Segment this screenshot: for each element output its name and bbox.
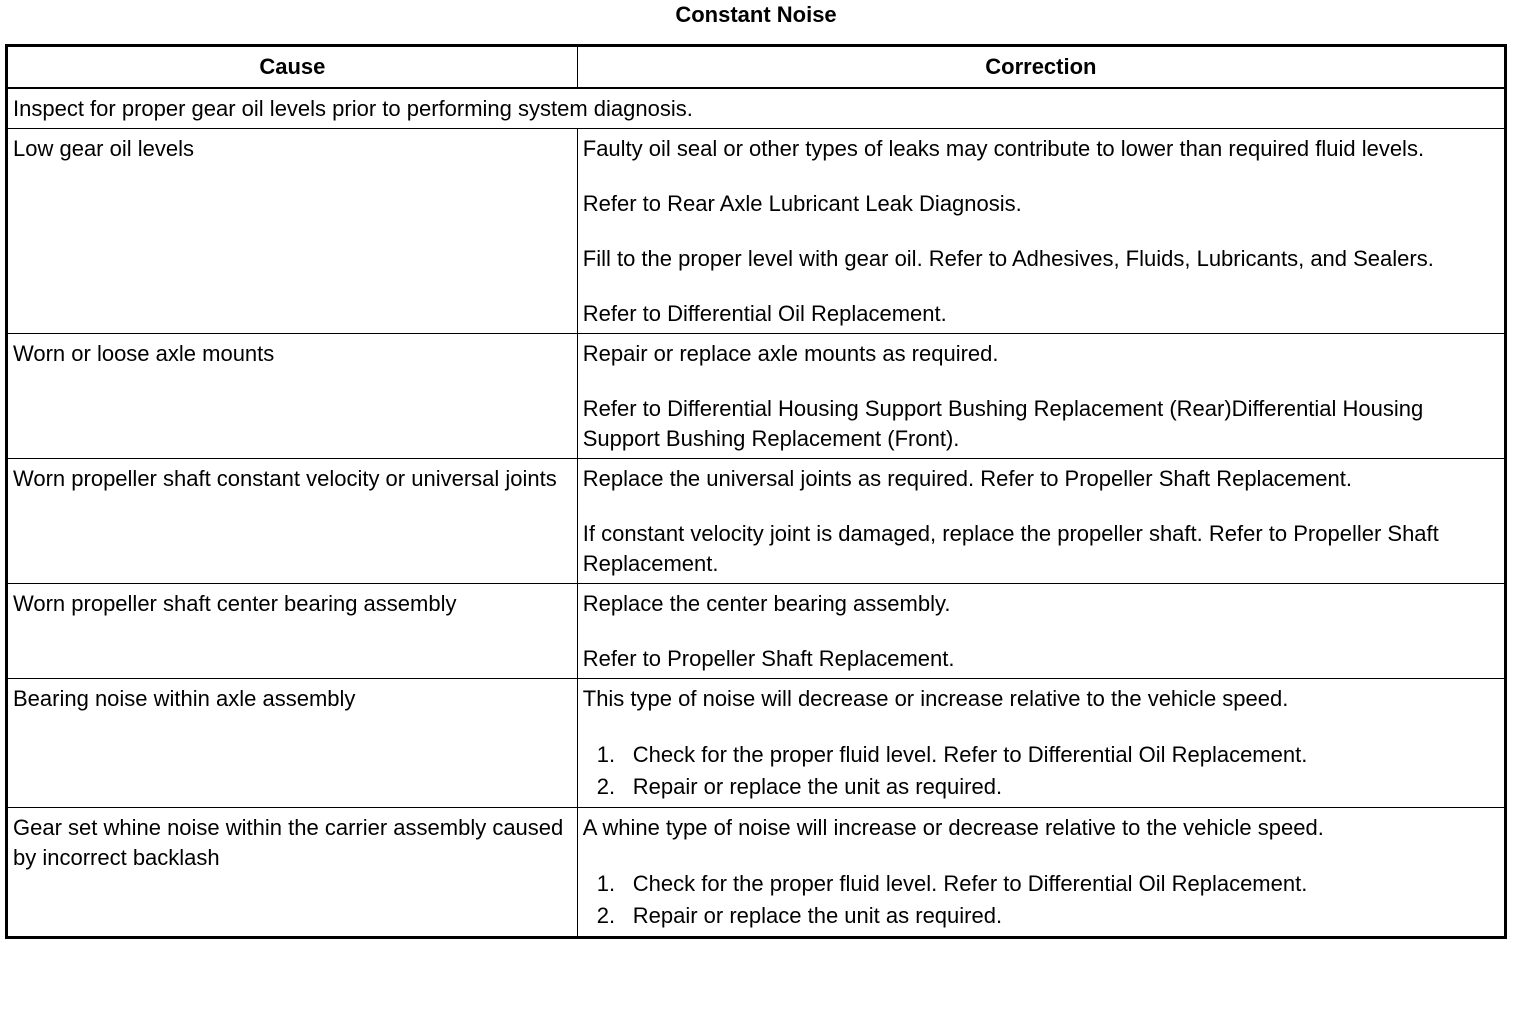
correction-paragraph: Refer to Differential Housing Support Bushing Replacement (Rear)Differential Housing Support Bushing Replacement (Front).	[582, 396, 1424, 451]
cause-cell: Worn or loose axle mounts	[7, 334, 578, 459]
page-title: Constant Noise	[675, 2, 837, 27]
correction-paragraph: Fill to the proper level with gear oil. Refer to Adhesives, Fluids, Lubricants, and Sealers.	[582, 246, 1434, 271]
correction-paragraph: Refer to Rear Axle Lubricant Leak Diagnosis.	[582, 191, 1022, 216]
correction-steps	[583, 868, 1499, 932]
correction-paragraph: Replace the center bearing assembly.	[582, 591, 951, 616]
table-row	[7, 679, 1506, 808]
correction-paragraph: Refer to Differential Oil Replacement.	[582, 301, 947, 326]
correction-cell	[577, 679, 1505, 808]
header-correction: Correction	[577, 46, 1505, 89]
correction-paragraph: If constant velocity joint is damaged, replace the propeller shaft. Refer to Propeller Shaft Replacement.	[582, 521, 1439, 576]
correction-cell	[577, 334, 1505, 459]
step-item: Repair or replace the unit as required.	[632, 774, 1003, 799]
cause-cell: Low gear oil levels	[7, 129, 578, 334]
correction-paragraph: Repair or replace axle mounts as required.	[582, 341, 999, 366]
step-item: Repair or replace the unit as required.	[632, 903, 1003, 928]
header-row	[7, 46, 1506, 89]
correction-steps	[583, 739, 1499, 803]
correction-cell	[577, 808, 1505, 938]
cause-cell: Bearing noise within axle assembly	[7, 679, 578, 808]
table-row	[7, 129, 1506, 334]
cause-cell: Worn propeller shaft center bearing assembly	[7, 584, 578, 679]
cause-cell: Worn propeller shaft constant velocity or universal joints	[7, 459, 578, 584]
correction-paragraph: Refer to Propeller Shaft Replacement.	[582, 646, 955, 671]
correction-cell	[577, 584, 1505, 679]
correction-paragraph: Replace the universal joints as required. Refer to Propeller Shaft Replacement.	[582, 466, 1352, 491]
diagnosis-table	[5, 44, 1507, 939]
inspection-note: Inspect for proper gear oil levels prior to performing system diagnosis.	[7, 88, 1506, 129]
table-row	[7, 459, 1506, 584]
correction-paragraph: Faulty oil seal or other types of leaks may contribute to lower than required fluid levels.	[582, 136, 1425, 161]
correction-cell	[577, 459, 1505, 584]
correction-paragraph: A whine type of noise will increase or decrease relative to the vehicle speed.	[582, 815, 1324, 840]
step-item: Check for the proper fluid level. Refer to Differential Oil Replacement.	[632, 871, 1308, 896]
correction-paragraph: This type of noise will decrease or increase relative to the vehicle speed.	[582, 686, 1289, 711]
table-row	[7, 808, 1506, 938]
table-row	[7, 584, 1506, 679]
table-row	[7, 334, 1506, 459]
header-cause: Cause	[7, 46, 578, 89]
note-row	[7, 88, 1506, 129]
correction-cell	[577, 129, 1505, 334]
cause-cell: Gear set whine noise within the carrier assembly caused by incorrect backlash	[7, 808, 578, 938]
step-item: Check for the proper fluid level. Refer to Differential Oil Replacement.	[632, 742, 1308, 767]
